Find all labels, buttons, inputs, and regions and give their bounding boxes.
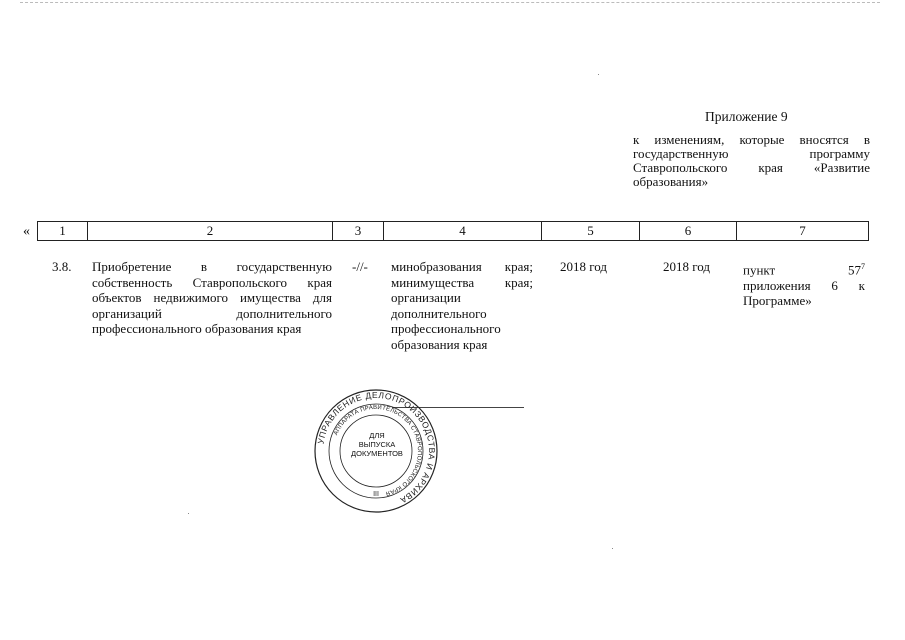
stamp-inner-text: АППАРАТА ПРАВИТЕЛЬСТВА СТАВРОПОЛЬСКОГО КРАЯ <box>333 404 423 496</box>
row-note-rest: приложения 6 к Программе» <box>743 277 865 309</box>
stamp-number: III <box>373 491 379 498</box>
header-cell-6: 6 <box>640 222 737 240</box>
row-name: Приобретение в государственную собственность Ставропольского края объектов недвижимого имущества для организаций дополнительного профессионального образования края <box>92 259 332 336</box>
row-start-year: 2018 год <box>560 259 607 274</box>
row-end-year: 2018 год <box>663 259 710 274</box>
stamp-center-line-1: ДЛЯ <box>369 431 385 440</box>
table-header-row <box>37 221 869 241</box>
scan-speck <box>612 548 613 549</box>
scan-edge-line <box>20 2 880 3</box>
stamp-outer-text: УПРАВЛЕНИЕ ДЕЛОПРОИЗВОДСТВА И АРХИВА <box>315 389 438 506</box>
appendix-description: к изменениям, которые вносятся в государственную программу Ставропольского края «Развитие образования» <box>633 132 870 189</box>
stamp-center-text <box>337 431 417 458</box>
appendix-title: Приложение 9 <box>705 109 788 124</box>
header-cell-3: 3 <box>333 222 384 240</box>
header-cell-7: 7 <box>799 223 806 238</box>
header-cell-1: 1 <box>38 222 88 240</box>
header-cell-4: 4 <box>384 222 542 240</box>
row-executors: минобразования края; минимущества края; организации дополнительного профессионального образования края <box>391 259 533 352</box>
row-note <box>743 259 865 309</box>
header-cell-5: 5 <box>542 222 640 240</box>
opening-quote: « <box>23 224 30 239</box>
stamp-center-line-3: ДОКУМЕНТОВ <box>351 449 403 458</box>
stamp-center-line-2: ВЫПУСКА <box>358 440 396 449</box>
row-reference: -//- <box>352 259 368 274</box>
row-note-main: пункт 57 <box>743 262 861 278</box>
row-number: 3.8. <box>52 259 72 274</box>
scan-speck <box>598 74 599 75</box>
row-note-superscript: 7 <box>861 262 865 271</box>
scan-speck <box>188 513 189 514</box>
header-cell-2: 2 <box>88 222 333 240</box>
